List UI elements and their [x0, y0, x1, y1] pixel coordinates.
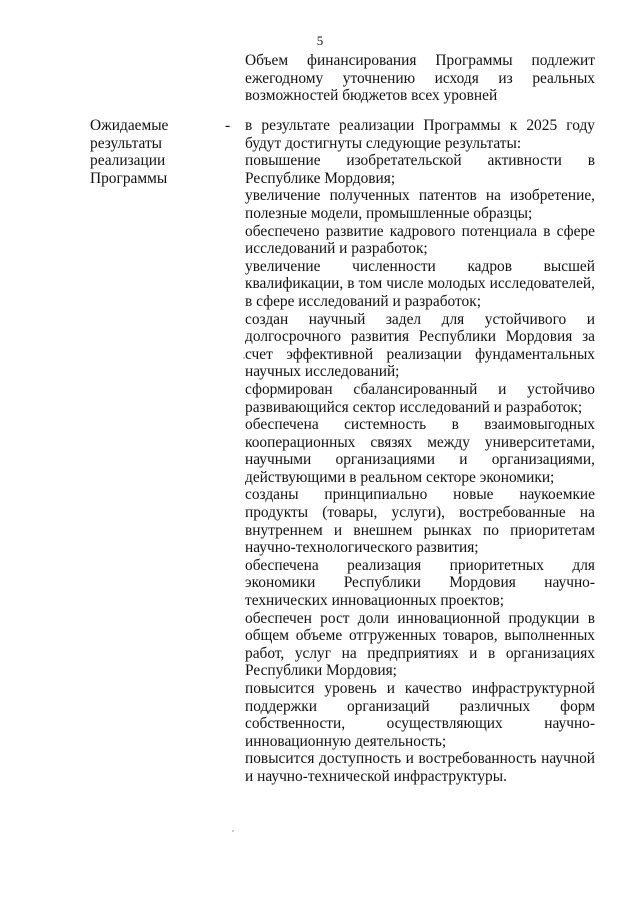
result-item: увеличение полученных патентов на изобретение, полезные модели, промышленные образцы; [245, 187, 595, 222]
result-item: повысится уровень и качество инфраструктурной поддержки организаций различных форм собственности, осуществляющих научно-инновационную деятельность; [245, 680, 595, 750]
result-item: повышение изобретательской активности в Республике Мордовия; [245, 152, 595, 187]
section-label-line: Ожидаемые [90, 117, 169, 134]
result-item: создан научный задел для устойчивого и долгосрочного развития Республики Мордовия за счет эффективной реализации фундаментальных научных исследований; [245, 310, 595, 381]
result-item: обеспечена системность в взаимовыгодных кооперационных связях между университетами, научными организациями и организациями, действующими в реальном секторе экономики; [245, 416, 595, 486]
financing-note [245, 52, 595, 105]
section-label-line: Программы [90, 169, 168, 187]
expected-results-list [245, 117, 595, 786]
result-item: обеспечено развитие кадрового потенциала в сфере исследований и разработок; [245, 222, 595, 258]
section-label [90, 117, 210, 187]
scan-speck [243, 357, 245, 359]
result-item: в результате реализации Программы к 2025 году будут достигнуты следующие результаты: [245, 117, 595, 152]
page-number: 5 [316, 33, 324, 48]
separator-dash: - [225, 117, 231, 134]
scan-speck [232, 830, 234, 832]
financing-paragraph: Объем финансирования Программы подлежит ежегодному уточнению исходя из реальных возможностей бюджетов всех уровней [245, 52, 595, 105]
result-item: обеспечен рост доли инновационной продукции в общем объеме отгруженных товаров, выполненных работ, услуг на предприятиях и в организациях Республики Мордовия; [245, 609, 595, 680]
section-label-line: результаты [90, 134, 163, 152]
section-label-line: реализации [90, 152, 166, 170]
result-item: повысится доступность и востребованность научной и научно-технической инфраструктуры. [245, 750, 595, 785]
result-item: увеличение численности кадров высшей квалификации, в том числе молодых исследователей, в сфере исследований и разработок; [245, 257, 595, 310]
result-item: сформирован сбалансированный и устойчиво развивающийся сектор исследований и разработок; [245, 380, 595, 416]
result-item: обеспечена реализация приоритетных для экономики Республики Мордовия научно-технических инновационных проектов; [245, 556, 595, 610]
result-item: созданы принципиально новые наукоемкие продукты (товары, услуги), востребованные на внутреннем и внешнем рынках по приоритетам научно-технологического развития; [245, 486, 595, 557]
